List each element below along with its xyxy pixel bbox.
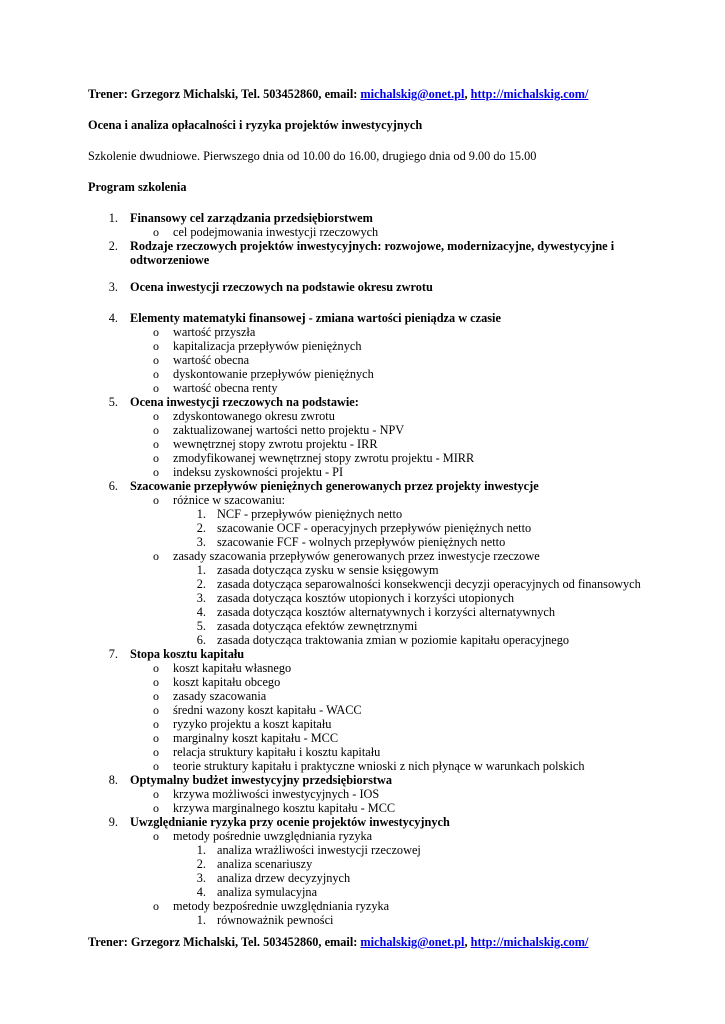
bullet-marker: o xyxy=(153,409,159,423)
numbered-sub-item: NCF - przepływów pieniężnych netto xyxy=(217,507,403,521)
bullet-marker: o xyxy=(153,703,159,717)
numbered-sub-item: analiza wrażliwości inwestycji rzeczowej xyxy=(217,843,421,857)
bullet-marker: o xyxy=(153,325,159,339)
header-url-link[interactable]: http://michalskig.com/ xyxy=(470,87,589,101)
item-number: 5. xyxy=(108,395,118,409)
numbered-sub-item: zasada dotycząca kosztów utopionych i korzyści utopionych xyxy=(217,591,515,605)
sub-item-number: 6. xyxy=(196,633,206,647)
numbered-sub-item: szacowanie FCF - wolnych przepływów pieniężnych netto xyxy=(217,535,506,549)
sub-item: koszt kapitału własnego xyxy=(173,661,292,675)
bullet-marker: o xyxy=(153,549,159,563)
sub-item: zasady szacowania przepływów generowanych przez inwestycje rzeczowe xyxy=(173,549,540,563)
sub-item: wartość obecna xyxy=(173,353,250,367)
bullet-marker: o xyxy=(153,381,159,395)
item-heading: Optymalny budżet inwestycyjny przedsiębiorstwa xyxy=(130,773,392,787)
numbered-sub-item: analiza symulacyjna xyxy=(217,885,318,899)
sub-item-number: 2. xyxy=(196,521,206,535)
numbered-sub-item: zasada dotycząca traktowania zmian w poziomie kapitału operacyjnego xyxy=(217,633,570,647)
footer-trainer-text: Trener: Grzegorz Michalski, Tel. 503452860, email: xyxy=(88,935,361,949)
footer-separator: , xyxy=(464,935,471,949)
sub-item: wartość przyszła xyxy=(173,325,256,339)
bullet-marker: o xyxy=(153,731,159,745)
bullet-marker: o xyxy=(153,759,159,773)
bullet-marker: o xyxy=(153,745,159,759)
footer-contact-line xyxy=(88,935,588,949)
sub-item-number: 3. xyxy=(196,535,206,549)
sub-item: zdyskontowanego okresu zwrotu xyxy=(173,409,335,423)
sub-item: relacja struktury kapitału i kosztu kapitału xyxy=(173,745,381,759)
item-heading: Rodzaje rzeczowych projektów inwestycyjnych: rozwojowe, modernizacyjne, dywestycyjne i xyxy=(130,239,615,253)
bullet-marker: o xyxy=(153,225,159,239)
sub-item: teorie struktury kapitału i praktyczne wnioski z nich płynące w warunkach polskich xyxy=(173,759,585,773)
schedule-text: Szkolenie dwudniowe. Pierwszego dnia od 10.00 do 16.00, drugiego dnia od 9.00 do 15.00 xyxy=(88,149,537,163)
bullet-marker: o xyxy=(153,423,159,437)
item-number: 4. xyxy=(108,311,118,325)
bullet-marker: o xyxy=(153,675,159,689)
item-number: 9. xyxy=(108,815,118,829)
sub-item: ryzyko projektu a koszt kapitału xyxy=(173,717,332,731)
item-number: 6. xyxy=(108,479,118,493)
numbered-sub-item: analiza scenariuszy xyxy=(217,857,313,871)
numbered-sub-item: zasada dotycząca kosztów alternatywnych i korzyści alternatywnych xyxy=(217,605,556,619)
sub-item-number: 4. xyxy=(196,605,206,619)
program-heading: Program szkolenia xyxy=(88,180,187,194)
item-heading: Elementy matematyki finansowej - zmiana wartości pieniądza w czasie xyxy=(130,311,501,325)
sub-item: zasady szacowania xyxy=(173,689,267,703)
header-trainer-text: Trener: Grzegorz Michalski, Tel. 503452860, email: xyxy=(88,87,361,101)
numbered-sub-item: szacowanie OCF - operacyjnych przepływów pieniężnych netto xyxy=(217,521,532,535)
numbered-sub-item: równoważnik pewności xyxy=(217,913,334,927)
bullet-marker: o xyxy=(153,367,159,381)
bullet-marker: o xyxy=(153,717,159,731)
bullet-marker: o xyxy=(153,451,159,465)
bullet-marker: o xyxy=(153,689,159,703)
sub-item-number: 1. xyxy=(196,913,206,927)
bullet-marker: o xyxy=(153,829,159,843)
sub-item-number: 1. xyxy=(196,563,206,577)
sub-item: różnice w szacowaniu: xyxy=(173,493,285,507)
bullet-marker: o xyxy=(153,339,159,353)
sub-item-number: 3. xyxy=(196,871,206,885)
sub-item: wartość obecna renty xyxy=(173,381,278,395)
sub-item-number: 2. xyxy=(196,857,206,871)
numbered-sub-item: analiza drzew decyzyjnych xyxy=(217,871,351,885)
numbered-sub-item: zasada dotycząca separowalności konsekwencji decyzji operacyjnych od finansowych xyxy=(217,577,641,591)
bullet-marker: o xyxy=(153,493,159,507)
sub-item: wewnętrznej stopy zwrotu projektu - IRR xyxy=(173,437,378,451)
item-heading: Stopa kosztu kapitału xyxy=(130,647,245,661)
footer-url-link[interactable]: http://michalskig.com/ xyxy=(470,935,589,949)
item-number: 2. xyxy=(108,239,118,253)
item-number: 1. xyxy=(108,211,118,225)
item-heading-continued: odtworzeniowe xyxy=(130,253,210,267)
item-heading: Ocena inwestycji rzeczowych na podstawie: xyxy=(130,395,359,409)
item-heading: Uwzględnianie ryzyka przy ocenie projektów inwestycyjnych xyxy=(130,815,450,829)
footer-email-link[interactable]: michalskig@onet.pl xyxy=(360,935,465,949)
numbered-sub-item: zasada dotycząca efektów zewnętrznymi xyxy=(217,619,418,633)
sub-item: zaktualizowanej wartości netto projektu - NPV xyxy=(173,423,405,437)
sub-item: zmodyfikowanej wewnętrznej stopy zwrotu projektu - MIRR xyxy=(173,451,475,465)
sub-item: krzywa marginalnego kosztu kapitału - MCC xyxy=(173,801,396,815)
sub-item: średni wazony koszt kapitału - WACC xyxy=(173,703,362,717)
bullet-marker: o xyxy=(153,437,159,451)
sub-item: cel podejmowania inwestycji rzeczowych xyxy=(173,225,379,239)
sub-item: metody bezpośrednie uwzględniania ryzyka xyxy=(173,899,390,913)
bullet-marker: o xyxy=(153,465,159,479)
sub-item-number: 2. xyxy=(196,577,206,591)
bullet-marker: o xyxy=(153,787,159,801)
sub-item-number: 3. xyxy=(196,591,206,605)
bullet-marker: o xyxy=(153,801,159,815)
sub-item: metody pośrednie uwzględniania ryzyka xyxy=(173,829,373,843)
bullet-marker: o xyxy=(153,353,159,367)
item-number: 3. xyxy=(108,280,118,294)
header-contact-line xyxy=(88,87,588,101)
header-email-link[interactable]: michalskig@onet.pl xyxy=(360,87,465,101)
bullet-marker: o xyxy=(153,899,159,913)
document-title: Ocena i analiza opłacalności i ryzyka projektów inwestycyjnych xyxy=(88,118,423,132)
numbered-sub-item: zasada dotycząca zysku w sensie księgowym xyxy=(217,563,439,577)
sub-item-number: 5. xyxy=(196,619,206,633)
sub-item: krzywa możliwości inwestycyjnych - IOS xyxy=(173,787,380,801)
sub-item: indeksu zyskowności projektu - PI xyxy=(173,465,344,479)
sub-item: marginalny koszt kapitału - MCC xyxy=(173,731,339,745)
bullet-marker: o xyxy=(153,661,159,675)
item-number: 7. xyxy=(108,647,118,661)
sub-item-number: 1. xyxy=(196,843,206,857)
item-heading: Finansowy cel zarządzania przedsiębiorstwem xyxy=(130,211,373,225)
sub-item-number: 4. xyxy=(196,885,206,899)
sub-item-number: 1. xyxy=(196,507,206,521)
sub-item: kapitalizacja przepływów pieniężnych xyxy=(173,339,362,353)
item-number: 8. xyxy=(108,773,118,787)
sub-item: koszt kapitału obcego xyxy=(173,675,281,689)
header-separator: , xyxy=(464,87,471,101)
item-heading: Szacowanie przepływów pieniężnych generowanych przez projekty inwestycje xyxy=(130,479,539,493)
item-heading: Ocena inwestycji rzeczowych na podstawie okresu zwrotu xyxy=(130,280,433,294)
sub-item: dyskontowanie przepływów pieniężnych xyxy=(173,367,374,381)
